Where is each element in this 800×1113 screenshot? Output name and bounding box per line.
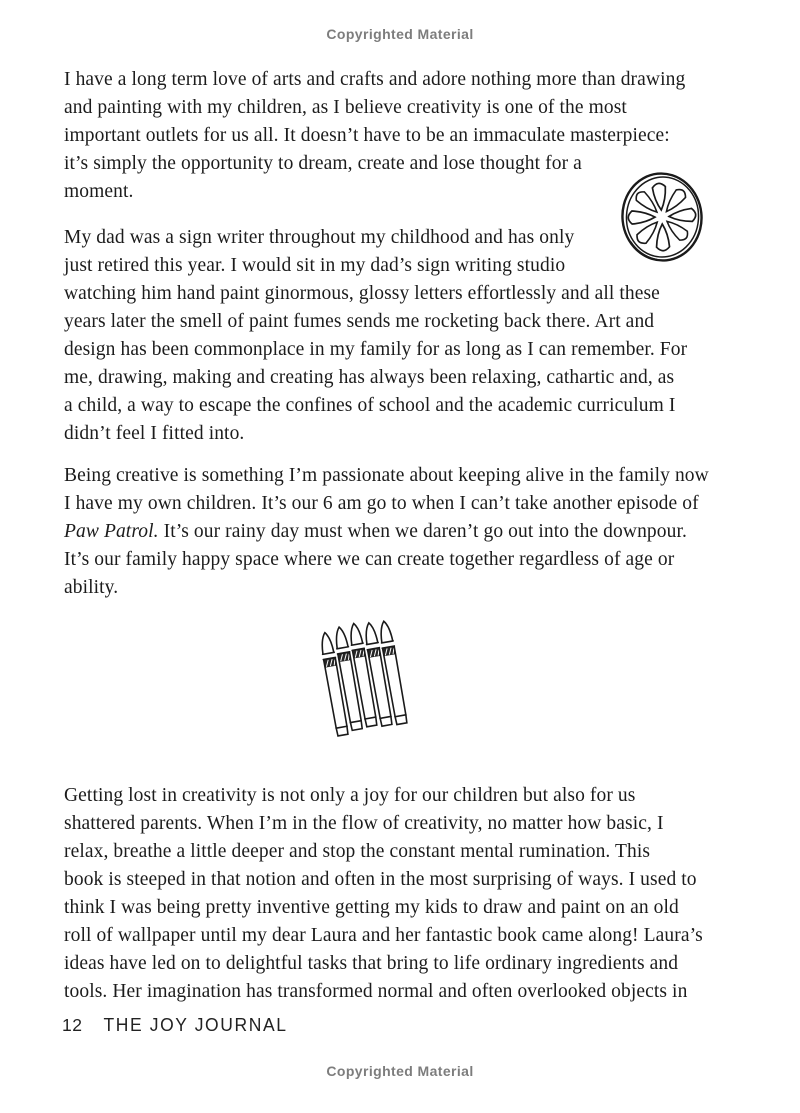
text-line: important outlets for us all. It doesn’t have to be an immaculate masterpiece:	[64, 125, 670, 146]
text-line: relax, breathe a little deeper and stop the constant mental rumination. This	[64, 841, 651, 862]
paragraph-2	[64, 224, 687, 448]
text-line: ability.	[64, 577, 119, 598]
text-line: Being creative is something I’m passionate about keeping alive in the family now	[64, 465, 709, 486]
text-line: I have my own children. It’s our 6 am go to when I can’t take another episode of	[64, 493, 699, 514]
text-line: didn’t feel I fitted into.	[64, 423, 245, 444]
text-line: years later the smell of paint fumes sends me rocketing back there. Art and	[64, 311, 655, 332]
running-footer	[62, 1015, 288, 1036]
text-line: and painting with my children, as I believe creativity is one of the most	[64, 97, 627, 118]
lemon-slice-icon	[619, 170, 705, 264]
text-line: watching him hand paint ginormous, glossy letters effortlessly and all these	[64, 283, 660, 304]
text-line: ideas have led on to delightful tasks that bring to life ordinary ingredients and	[64, 953, 679, 974]
text-line: My dad was a sign writer throughout my childhood and has only	[64, 227, 575, 248]
copyright-notice-bottom: Copyrighted Material	[326, 1063, 474, 1079]
copyright-notice-top: Copyrighted Material	[326, 26, 474, 42]
text-line: roll of wallpaper until my dear Laura and her fantastic book came along! Laura’s	[64, 925, 703, 946]
text-line: Getting lost in creativity is not only a joy for our children but also for us	[64, 785, 636, 806]
text-line: moment.	[64, 181, 134, 202]
page-number: 12	[62, 1015, 83, 1035]
text-line: design has been commonplace in my family for as long as I can remember. For	[64, 339, 688, 360]
paragraph-4	[64, 782, 703, 1006]
lemon-slice-illustration	[619, 170, 705, 264]
text-line: just retired this year. I would sit in my dad’s sign writing studio	[64, 255, 566, 276]
text-line: think I was being pretty inventive getting my kids to draw and paint on an old	[64, 897, 679, 918]
text-line: me, drawing, making and creating has always been relaxing, cathartic and, as	[64, 367, 675, 388]
text-line: shattered parents. When I’m in the flow of creativity, no matter how basic, I	[64, 813, 664, 834]
crayons-icon	[312, 605, 416, 745]
paragraph-1	[64, 66, 685, 206]
paragraph-3	[64, 462, 709, 602]
running-title: THE JOY JOURNAL	[103, 1013, 288, 1035]
text-line: I have a long term love of arts and crafts and adore nothing more than drawing	[64, 69, 686, 90]
text-line: It’s our family happy space where we can create together regardless of age or	[64, 549, 675, 570]
text-line: tools. Her imagination has transformed normal and often overlooked objects in	[64, 981, 688, 1002]
crayons-illustration	[312, 605, 416, 745]
text-line: it’s simply the opportunity to dream, create and lose thought for a	[64, 153, 582, 174]
text-line: a child, a way to escape the confines of school and the academic curriculum I	[64, 395, 676, 416]
text-line: book is steeped in that notion and often in the most surprising of ways. I used to	[64, 869, 697, 890]
text-line: Paw Patrol. It’s our rainy day must when we daren’t go out into the downpour.	[64, 521, 687, 542]
